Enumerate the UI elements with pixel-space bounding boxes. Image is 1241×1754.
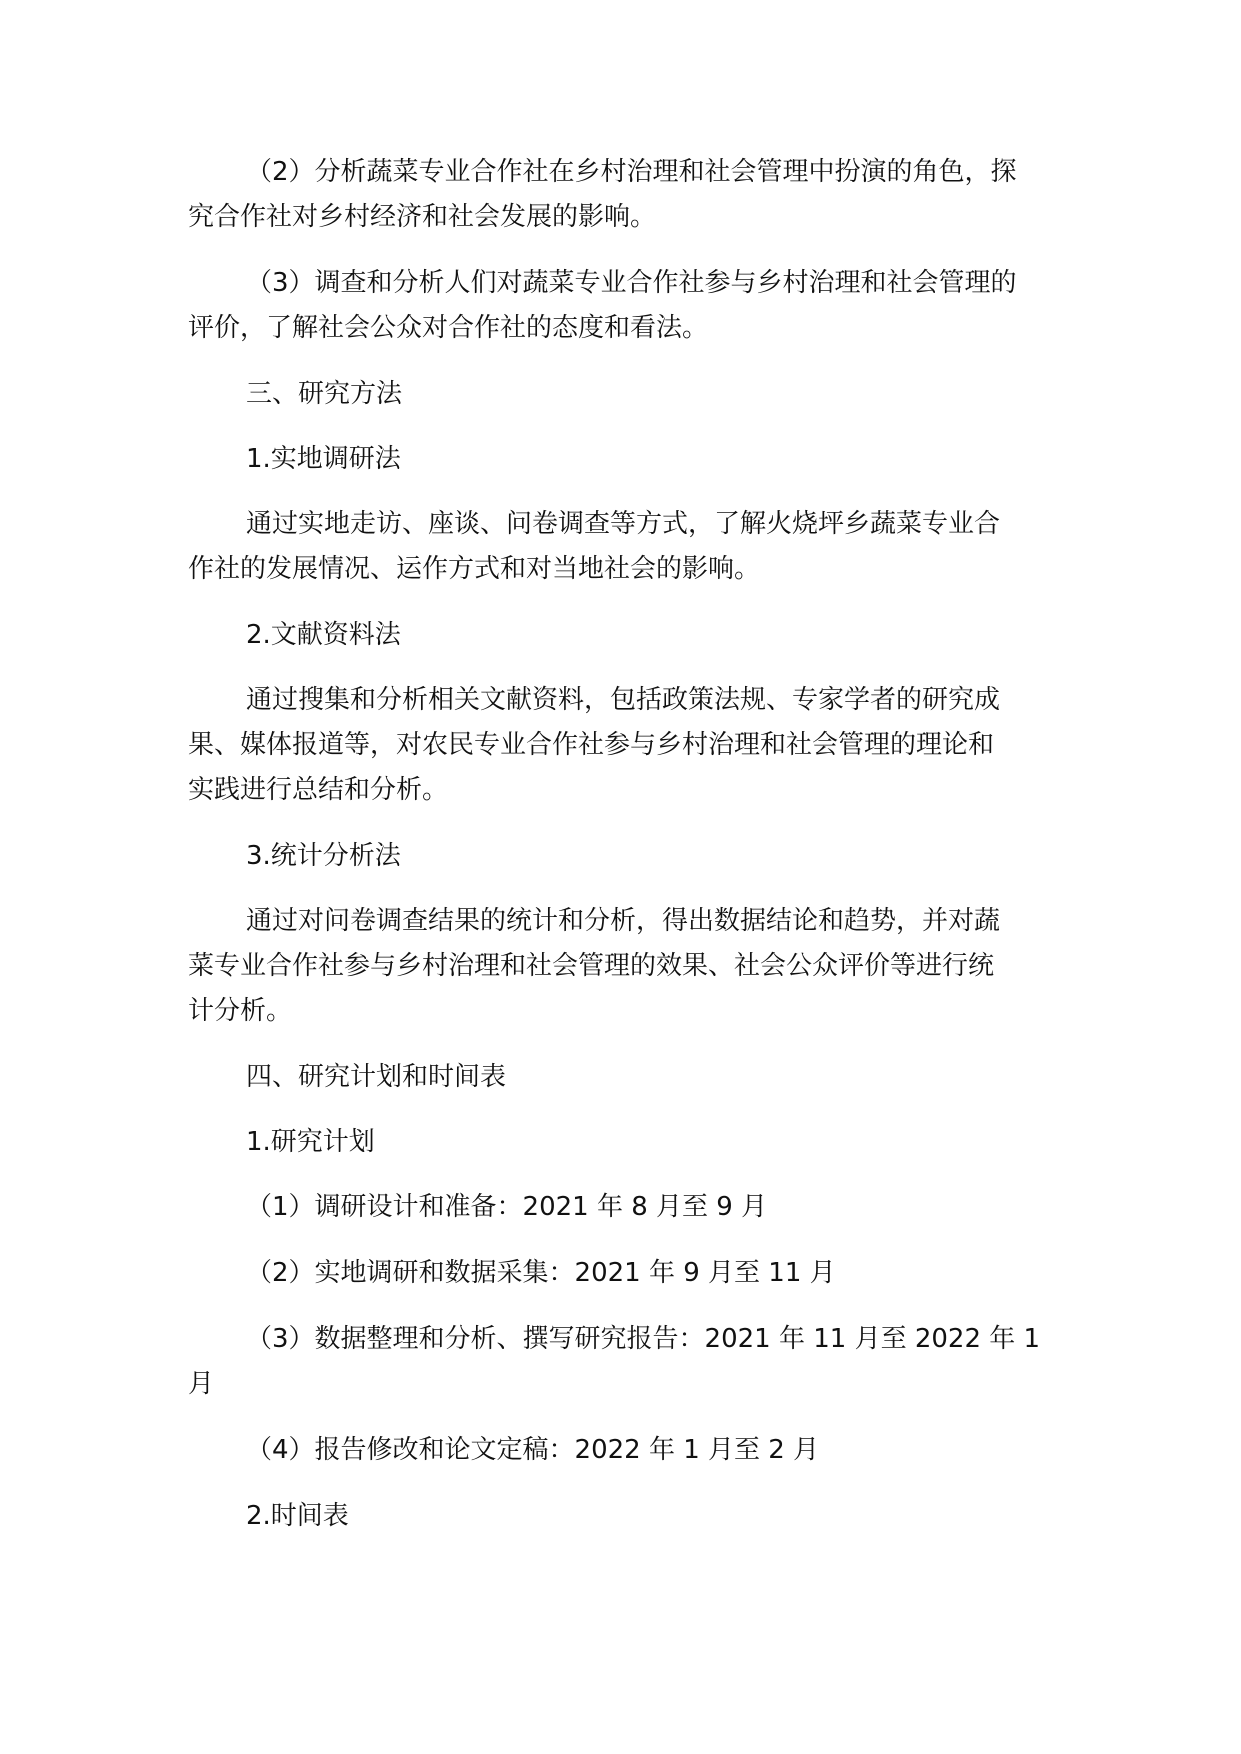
subheading-timetable xyxy=(188,1494,1050,1539)
paragraph-statistics xyxy=(188,899,1050,1034)
paragraph-objective-3 xyxy=(188,261,1050,351)
text-line: 菜专业合作社参与乡村治理和社会管理的效果、社会公众评价等进行统 xyxy=(188,951,995,981)
section-heading-methods xyxy=(188,372,1050,417)
subheading-literature xyxy=(188,613,1050,658)
text-line: 实践进行总结和分析。 xyxy=(188,775,449,805)
paragraph-literature xyxy=(188,678,1050,813)
subheading-research-plan xyxy=(188,1120,1050,1165)
text-line: （4）报告修改和论文定稿：2022 年 1 月至 2 月 xyxy=(246,1435,820,1465)
text-line: （2）分析蔬菜专业合作社在乡村治理和社会管理中扮演的角色，探 xyxy=(246,157,1017,187)
text-line: （2）实地调研和数据采集：2021 年 9 月至 11 月 xyxy=(246,1258,836,1288)
text-line: （3）数据整理和分析、撰写研究报告：2021 年 11 月至 2022 年 1 xyxy=(246,1324,1041,1354)
plan-item-2 xyxy=(188,1251,1050,1296)
subheading-field-research xyxy=(188,437,1050,482)
plan-item-1 xyxy=(188,1185,1050,1230)
text-line: 月 xyxy=(188,1369,215,1399)
text-line: 评价，了解社会公众对合作社的态度和看法。 xyxy=(188,313,709,343)
text-line: （1）调研设计和准备：2021 年 8 月至 9 月 xyxy=(246,1192,768,1222)
paragraph-objective-2 xyxy=(188,150,1050,240)
text-line: 通过搜集和分析相关文献资料，包括政策法规、专家学者的研究成 xyxy=(246,685,1001,715)
subheading-statistics xyxy=(188,834,1050,879)
section-heading-plan xyxy=(188,1055,1050,1100)
text-line: 计分析。 xyxy=(188,996,293,1026)
paragraph-field-research xyxy=(188,502,1050,592)
text-line: 通过对问卷调查结果的统计和分析，得出数据结论和趋势，并对蔬 xyxy=(246,906,1001,936)
text-line: 四、研究计划和时间表 xyxy=(246,1062,507,1092)
text-line: 通过实地走访、座谈、问卷调查等方式，了解火烧坪乡蔬菜专业合 xyxy=(246,509,1001,539)
text-line: 2.时间表 xyxy=(246,1501,349,1531)
plan-item-4 xyxy=(188,1428,1050,1473)
document-body xyxy=(188,150,1050,1559)
text-line: 作社的发展情况、运作方式和对当地社会的影响。 xyxy=(188,554,761,584)
text-line: 三、研究方法 xyxy=(246,379,403,409)
text-line: 1.研究计划 xyxy=(246,1127,375,1157)
plan-item-3 xyxy=(188,1317,1050,1407)
text-line: 1.实地调研法 xyxy=(246,444,401,474)
text-line: 果、媒体报道等，对农民专业合作社参与乡村治理和社会管理的理论和 xyxy=(188,730,995,760)
text-line: 3.统计分析法 xyxy=(246,841,401,871)
text-line: 究合作社对乡村经济和社会发展的影响。 xyxy=(188,202,657,232)
text-line: 2.文献资料法 xyxy=(246,620,401,650)
text-line: （3）调查和分析人们对蔬菜专业合作社参与乡村治理和社会管理的 xyxy=(246,268,1017,298)
